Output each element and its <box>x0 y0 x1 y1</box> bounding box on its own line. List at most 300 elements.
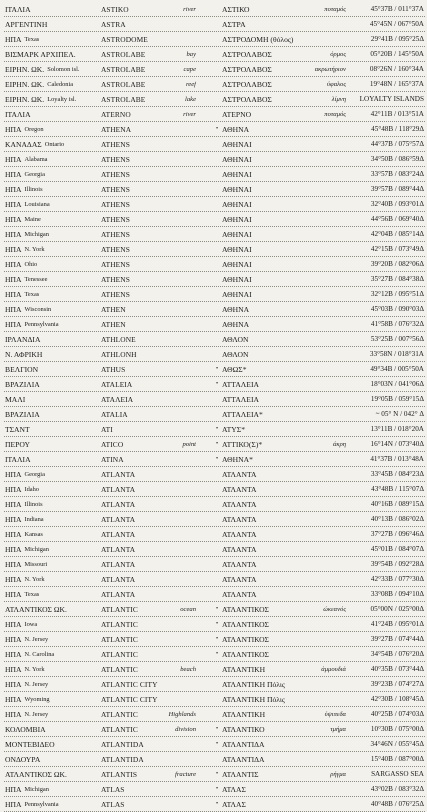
entry-marker: • <box>215 366 219 372</box>
region-name: Wyoming <box>24 696 50 703</box>
latin-name: ASTROLABE <box>101 95 146 104</box>
greek-name: ΑΣΤΡΟΛΑΒΟΣ <box>222 50 272 59</box>
latin-name: ATLANTA <box>101 590 136 599</box>
coordinates: 49°34B / 005°50A <box>370 365 424 373</box>
table-row <box>0 302 427 317</box>
region-name: Georgia <box>24 471 45 478</box>
latin-name: ATAΛEIA <box>101 395 134 404</box>
table-row <box>0 587 427 602</box>
entry-marker: • <box>215 741 219 747</box>
table-row <box>0 512 427 527</box>
region-name: Illinois <box>24 501 43 508</box>
region-name: Indiana <box>24 516 44 523</box>
country-name: ΙΤΑΛΙΑ <box>5 110 31 119</box>
country-name: ΗΠΑ <box>5 185 22 194</box>
table-row <box>0 602 427 617</box>
country-name: ΗΠΑ <box>5 200 22 209</box>
region-name: Texas <box>24 291 40 298</box>
greek-feature-type: άκρη <box>332 441 346 448</box>
table-row <box>0 737 427 752</box>
greek-name: ΑΘΩΣ* <box>222 365 247 374</box>
greek-name: ΑΤΛΑΝΤΙΚΟ <box>222 725 265 734</box>
greek-name: ΑΤΥΣ* <box>222 425 245 434</box>
feature-type: bay <box>186 51 196 58</box>
greek-name: ΑΘΗΝΑ <box>222 125 250 134</box>
coordinates: 16°14N / 073°40Δ <box>370 440 424 448</box>
table-row <box>0 377 427 392</box>
coordinates: 39°20B / 082°06Δ <box>370 260 424 268</box>
table-row <box>0 122 427 137</box>
coordinates: 34°46N / 055°45Δ <box>370 740 424 748</box>
country-name: ΗΠΑ <box>5 260 22 269</box>
coordinates: 34°54B / 076°20Δ <box>370 650 424 658</box>
latin-name: ATHENS <box>101 290 130 299</box>
country-name: ΗΠΑ <box>5 650 22 659</box>
greek-name: ΑΤΛΑΝΤΙΚΟΣ <box>222 650 269 659</box>
entry-marker: • <box>215 606 219 612</box>
country-name: ΗΠΑ <box>5 320 22 329</box>
coordinates: 45°48B / 118°29Δ <box>371 125 424 133</box>
coordinates: 45°01B / 084°07Δ <box>370 545 424 553</box>
country-name: ΗΠΑ <box>5 635 22 644</box>
greek-feature-type: τμήμα <box>330 726 346 733</box>
latin-name: ATHENS <box>101 245 130 254</box>
latin-name: ATHLONE <box>101 335 136 344</box>
country-name: ΗΠΑ <box>5 680 22 689</box>
coordinates: 39°57B / 089°44Δ <box>370 185 424 193</box>
latin-name: ATLANTIDA <box>101 740 144 749</box>
greek-name: ΑΘΗΝΑΙ <box>222 170 252 179</box>
country-name: ΗΠΑ <box>5 530 22 539</box>
table-row <box>0 152 427 167</box>
coordinates: 42°33B / 077°30Δ <box>370 575 424 583</box>
greek-name: ΑΤΛΑΝΤΙΚΗ Πόλις <box>222 695 285 704</box>
greek-feature-type: άμμουδιά <box>321 666 346 673</box>
greek-name: ΑΣΤΡΑ <box>222 20 246 29</box>
entry-marker: • <box>215 771 219 777</box>
latin-name: ATHENS <box>101 170 130 179</box>
coordinates: 40°13B / 086°02Δ <box>370 515 424 523</box>
table-row <box>0 317 427 332</box>
table-row <box>0 572 427 587</box>
greek-feature-type: λίμνη <box>331 96 346 103</box>
latin-name: ASTIKO <box>101 5 129 14</box>
greek-name: ΑΤΤΑΛΕΙΑ* <box>222 410 263 419</box>
greek-name: ΑΤΛΑΝΤΙΚΟΣ <box>222 605 269 614</box>
greek-name: ΑΤΤΑΛΕΙΑ <box>222 395 259 404</box>
coordinates: 41°37B / 013°48A <box>370 455 424 463</box>
table-row <box>0 2 427 17</box>
country-name: ΙΤΑΛΙΑ <box>5 5 31 14</box>
coordinates: LOYALTY ISLANDS <box>359 95 424 103</box>
region-name: Michigan <box>24 546 49 553</box>
latin-name: ATHENS <box>101 200 130 209</box>
feature-type: fracture <box>175 771 196 778</box>
coordinates: 42°15B / 073°49Δ <box>370 245 424 253</box>
table-row <box>0 707 427 722</box>
latin-name: ATHENS <box>101 275 130 284</box>
greek-name: ΑΤΛΑΝΤΙΚΗ <box>222 710 266 719</box>
greek-name: ΑΤΛΑΝΤΑ <box>222 515 257 524</box>
region-name: Georgia <box>24 171 45 178</box>
region-name: N. Carolina <box>24 651 55 658</box>
region-name: Texas <box>24 36 40 43</box>
table-row <box>0 527 427 542</box>
country-name: ΒΡΑΖΙΛΙΑ <box>5 410 40 419</box>
feature-type: cape <box>183 66 196 73</box>
region-name: Oregon <box>24 126 44 133</box>
greek-name: ΑΤΛΑΝΤΑ <box>222 560 257 569</box>
region-name: Illinois <box>24 186 43 193</box>
latin-name: ATLANTIC <box>101 665 138 674</box>
feature-type: point <box>182 441 196 448</box>
latin-name: ASTRODOME <box>101 35 148 44</box>
country-name: ΜΟΝΤΕΒΙΔΕΟ <box>5 740 55 749</box>
coordinates: 13°11B / 018°20A <box>370 425 424 433</box>
greek-name: ΑΣΤΡΟΛΑΒΟΣ <box>222 95 272 104</box>
country-name: ΗΠΑ <box>5 590 22 599</box>
coordinates: 45°37B / 011°37A <box>370 5 424 13</box>
latin-name: ATHUS <box>101 365 126 374</box>
latin-name: ATHEN <box>101 320 126 329</box>
country-name: ΗΠΑ <box>5 35 22 44</box>
table-row <box>0 62 427 77</box>
coordinates: 53°25B / 007°56Δ <box>370 335 424 343</box>
entry-marker: • <box>215 651 219 657</box>
coordinates: 45°03B / 090°03Δ <box>370 305 424 313</box>
country-name: ΗΠΑ <box>5 305 22 314</box>
latin-name: ATLANTA <box>101 470 136 479</box>
coordinates: 41°24B / 095°01Δ <box>370 620 424 628</box>
coordinates: 08°26N / 160°34A <box>369 65 424 73</box>
region-name: Ohio <box>24 261 38 268</box>
entry-marker: • <box>215 441 219 447</box>
country-name: ΗΠΑ <box>5 620 22 629</box>
coordinates: 15°40B / 087°00Δ <box>370 755 424 763</box>
latin-name: ATLANTA <box>101 545 136 554</box>
coordinates: 35°27B / 084°38Δ <box>370 275 424 283</box>
latin-name: ATHENA <box>101 125 132 134</box>
table-row <box>0 92 427 107</box>
greek-name: ΑΤΛΑΝΤΑ <box>222 470 257 479</box>
entry-marker: • <box>215 456 219 462</box>
region-name: Loyalty isl. <box>47 96 77 103</box>
latin-name: ATHEN <box>101 305 126 314</box>
coordinates: 32°40B / 093°01Δ <box>370 200 424 208</box>
greek-feature-type: ποταμός <box>324 111 346 118</box>
coordinates: 29°41B / 095°25Δ <box>370 35 424 43</box>
region-name: Alabama <box>24 156 48 163</box>
table-row <box>0 347 427 362</box>
country-name: ΗΠΑ <box>5 575 22 584</box>
table-row <box>0 167 427 182</box>
greek-feature-type: όρμος <box>330 51 346 58</box>
latin-name: ASTROLABE <box>101 65 146 74</box>
country-name: ΗΠΑ <box>5 245 22 254</box>
feature-type: river <box>183 111 196 118</box>
latin-name: ASTROLABE <box>101 80 146 89</box>
entry-marker: • <box>215 381 219 387</box>
table-row <box>0 452 427 467</box>
coordinates: 39°54B / 092°28Δ <box>370 560 424 568</box>
latin-name: ATLANTIDA <box>101 755 144 764</box>
latin-name: ATINA <box>101 455 124 464</box>
coordinates: 43°02B / 083°32Δ <box>370 785 424 793</box>
latin-name: ATLAS <box>101 785 125 794</box>
greek-name: ΑΘΗΝΑΙ <box>222 275 252 284</box>
country-name: ΗΠΑ <box>5 485 22 494</box>
country-name: ΙΡΛΑΝΔΙΑ <box>5 335 41 344</box>
greek-name: ΑΘΗΝΑΙ <box>222 290 252 299</box>
latin-name: ATHENS <box>101 155 130 164</box>
table-row <box>0 542 427 557</box>
greek-feature-type: ποταμός <box>324 6 346 13</box>
table-row <box>0 227 427 242</box>
greek-feature-type: ώκεανός <box>323 606 346 613</box>
country-name: ΚΟΛΟΜΒΙΑ <box>5 725 46 734</box>
greek-name: ΑΤΤΙΚΟ(Σ)* <box>222 440 263 449</box>
coordinates: 33°57B / 083°24Δ <box>370 170 424 178</box>
region-name: Pennsylvania <box>24 321 59 328</box>
coordinates: 34°50B / 086°59Δ <box>370 155 424 163</box>
coordinates: 41°58B / 076°32Δ <box>370 320 424 328</box>
latin-name: ATLANTIC <box>101 635 138 644</box>
greek-name: ΑΤΛΑΝΤΑ <box>222 500 257 509</box>
country-name: ΑΤΛΑΝΤΙΚΟΣ ΩΚ. <box>5 770 67 779</box>
latin-name: ASTROLABE <box>101 50 146 59</box>
country-name: ΒΙΣΜΑΡΚ ΑΡΧΙΠΕΛ. <box>5 50 76 59</box>
coordinates: 42°11B / 013°51A <box>370 110 424 118</box>
latin-name: ATLAS <box>101 800 125 809</box>
latin-name: ATLANTIC <box>101 650 138 659</box>
coordinates: 19°05B / 059°15Δ <box>370 395 424 403</box>
greek-name: ΑΤΛΑΝΤΑ <box>222 545 257 554</box>
coordinates: 40°16B / 089°15Δ <box>370 500 424 508</box>
coordinates: 43°48B / 115°07Δ <box>371 485 424 493</box>
country-name: ΗΠΑ <box>5 515 22 524</box>
greek-name: ΑΘΗΝΑΙ <box>222 260 252 269</box>
latin-name: ATLANTIC <box>101 710 138 719</box>
entry-marker: • <box>215 726 219 732</box>
coordinates: 37°27B / 096°46Δ <box>370 530 424 538</box>
table-row <box>0 197 427 212</box>
table-row <box>0 617 427 632</box>
country-name: ΗΠΑ <box>5 545 22 554</box>
country-name: ΗΠΑ <box>5 710 22 719</box>
region-name: N. York <box>24 246 45 253</box>
greek-name: ΑΣΤΡΟΛΑΒΟΣ <box>222 65 272 74</box>
greek-name: ΑΤΛΑΝΤΙΣ <box>222 770 259 779</box>
table-row <box>0 332 427 347</box>
latin-name: ATLANTA <box>101 530 136 539</box>
country-name: ΗΠΑ <box>5 275 22 284</box>
latin-name: ATLANTIC <box>101 605 138 614</box>
country-name: ΗΠΑ <box>5 470 22 479</box>
region-name: N. Jersey <box>24 636 49 643</box>
country-name: ΑΡΓΕΝΤΙΝΗ <box>5 20 48 29</box>
coordinates: 33°45B / 084°23Δ <box>370 470 424 478</box>
feature-type: Highlands <box>168 711 196 718</box>
latin-name: ATLANTA <box>101 485 136 494</box>
table-row <box>0 677 427 692</box>
greek-feature-type: ύφαλος <box>327 81 346 88</box>
greek-name: ΑΘΗΝΑΙ <box>222 215 252 224</box>
greek-name: ΑΤΛΑΝΤΑ <box>222 575 257 584</box>
table-row <box>0 422 427 437</box>
latin-name: ATLANTIC CITY <box>101 695 158 704</box>
greek-name: ΑΣΤΡΟΛΑΒΟΣ <box>222 80 272 89</box>
table-row <box>0 467 427 482</box>
country-name: ΗΠΑ <box>5 155 22 164</box>
table-row <box>0 797 427 812</box>
coordinates: 42°04B / 085°14Δ <box>370 230 424 238</box>
latin-name: ATLANTIC <box>101 620 138 629</box>
entry-marker: • <box>215 426 219 432</box>
region-name: Missouri <box>24 561 48 568</box>
table-row <box>0 782 427 797</box>
country-name: ΗΠΑ <box>5 665 22 674</box>
latin-name: ATHENS <box>101 140 130 149</box>
table-row <box>0 182 427 197</box>
coordinates: 33°08B / 094°10Δ <box>370 590 424 598</box>
country-name: Ν. ΑΦΡΙΚΗ <box>5 350 43 359</box>
coordinates: 32°12B / 095°51Δ <box>370 290 424 298</box>
country-name: ΗΠΑ <box>5 215 22 224</box>
greek-name: ΑΘΗΝΑΙ <box>222 155 252 164</box>
country-name: ΟΝΔΟΥΡΑ <box>5 755 41 764</box>
country-name: ΙΤΑΛΙΑ <box>5 455 31 464</box>
table-row <box>0 137 427 152</box>
greek-name: ΑΤΛΑΝΤΑ <box>222 590 257 599</box>
coordinates: 05°00N / 025°00Δ <box>370 605 424 613</box>
country-name: ΗΠΑ <box>5 500 22 509</box>
greek-name: ΑΘΗΝΑ <box>222 305 250 314</box>
coordinates: 19°48N / 165°37A <box>369 80 424 88</box>
feature-type: beach <box>180 666 196 673</box>
region-name: Pennsylvania <box>24 801 59 808</box>
region-name: Wisconsin <box>24 306 52 313</box>
coordinates: 39°27B / 074°44Δ <box>370 635 424 643</box>
country-name: ΕΙΡΗΝ. ΩΚ. <box>5 95 45 104</box>
region-name: Maine <box>24 216 41 223</box>
country-name: ΗΠΑ <box>5 785 22 794</box>
region-name: Iowa <box>24 621 38 628</box>
table-row <box>0 242 427 257</box>
greek-name: ΑΘΗΝΑΙ <box>222 200 252 209</box>
table-row <box>0 17 427 32</box>
table-row <box>0 77 427 92</box>
table-row <box>0 692 427 707</box>
country-name: ΗΠΑ <box>5 695 22 704</box>
country-name: ΕΙΡΗΝ. ΩΚ. <box>5 80 45 89</box>
greek-name: ΑΘΛΟΝ <box>222 350 249 359</box>
region-name: Caledonia <box>47 81 74 88</box>
table-row <box>0 32 427 47</box>
latin-name: ATALEIA <box>101 380 133 389</box>
greek-name: ΑΘΗΝΑ* <box>222 455 253 464</box>
table-row <box>0 752 427 767</box>
greek-name: ΑΘΗΝΑΙ <box>222 140 252 149</box>
coordinates: 40°25B / 074°03Δ <box>370 710 424 718</box>
coordinates: 10°30B / 075°00Δ <box>370 725 424 733</box>
country-name: ΑΤΛΑΝΤΙΚΟΣ ΩΚ. <box>5 605 67 614</box>
greek-feature-type: ρήγμα <box>330 771 346 778</box>
greek-name: ΑΤΛΑΝΤΙΚΟΣ <box>222 620 269 629</box>
country-name: ΗΠΑ <box>5 170 22 179</box>
region-name: Tenessee <box>24 276 48 283</box>
country-name: ΗΠΑ <box>5 125 22 134</box>
latin-name: ATHLONH <box>101 350 137 359</box>
greek-name: ΑΤΛΑΝΤΑ <box>222 485 257 494</box>
greek-name: ΑΘΗΝΑΙ <box>222 185 252 194</box>
greek-name: ΑΣΤΡΟΔΟΜΗ (θόλος) <box>222 35 294 44</box>
latin-name: ATHENS <box>101 215 130 224</box>
table-row <box>0 287 427 302</box>
latin-name: ATLANTA <box>101 500 136 509</box>
country-name: ΒΡΑΖΙΛΙΑ <box>5 380 40 389</box>
entry-marker: • <box>215 621 219 627</box>
coordinates: SARGASSO SEA <box>371 770 424 778</box>
table-row <box>0 647 427 662</box>
table-row <box>0 272 427 287</box>
greek-name: ΑΤΛΑΝΤΙΔΑ <box>222 740 265 749</box>
table-row <box>0 662 427 677</box>
coordinates: 33°58N / 018°31A <box>369 350 424 358</box>
latin-name: ATLANTIC CITY <box>101 680 158 689</box>
latin-name: ATLANTIC <box>101 725 138 734</box>
feature-type: division <box>175 726 196 733</box>
region-name: N. York <box>24 666 45 673</box>
table-row <box>0 257 427 272</box>
latin-name: ATALIA <box>101 410 128 419</box>
table-row <box>0 392 427 407</box>
table-row <box>0 767 427 782</box>
country-name: ΗΠΑ <box>5 560 22 569</box>
latin-name: ASTRA <box>101 20 126 29</box>
entry-marker: • <box>215 786 219 792</box>
country-name: ΒΕΛΓΙΟΝ <box>5 365 39 374</box>
coordinates: 18°03N / 041°06Δ <box>370 380 424 388</box>
region-name: Texas <box>24 591 40 598</box>
region-name: Michigan <box>24 231 49 238</box>
country-name: ΗΠΑ <box>5 290 22 299</box>
entry-marker: • <box>215 801 219 807</box>
latin-name: ATICO <box>101 440 124 449</box>
latin-name: ATHENS <box>101 260 130 269</box>
latin-name: ATLANTA <box>101 560 136 569</box>
feature-type: reef <box>185 81 196 88</box>
country-name: ΜΑΛΙ <box>5 395 26 404</box>
latin-name: ATERNO <box>101 110 131 119</box>
coordinates: 44°56B / 069°40Δ <box>370 215 424 223</box>
feature-type: river <box>183 6 196 13</box>
coordinates: 40°48B / 076°25Δ <box>370 800 424 808</box>
table-row <box>0 722 427 737</box>
country-name: ΗΠΑ <box>5 230 22 239</box>
country-name: ΗΠΑ <box>5 800 22 809</box>
region-name: N. Jersey <box>24 711 49 718</box>
greek-feature-type: ακρωτήριον <box>314 66 346 73</box>
table-row <box>0 482 427 497</box>
coordinates: 42°30B / 108°45Δ <box>370 695 424 703</box>
country-name: ΤΣΑΝΤ <box>5 425 30 434</box>
coordinates: 45°45N / 067°50A <box>369 20 424 28</box>
coordinates: 40°35B / 073°44Δ <box>370 665 424 673</box>
region-name: Solomon isl. <box>47 66 80 73</box>
latin-name: ATLANTA <box>101 515 136 524</box>
region-name: N. York <box>24 576 45 583</box>
region-name: Idaho <box>24 486 40 493</box>
